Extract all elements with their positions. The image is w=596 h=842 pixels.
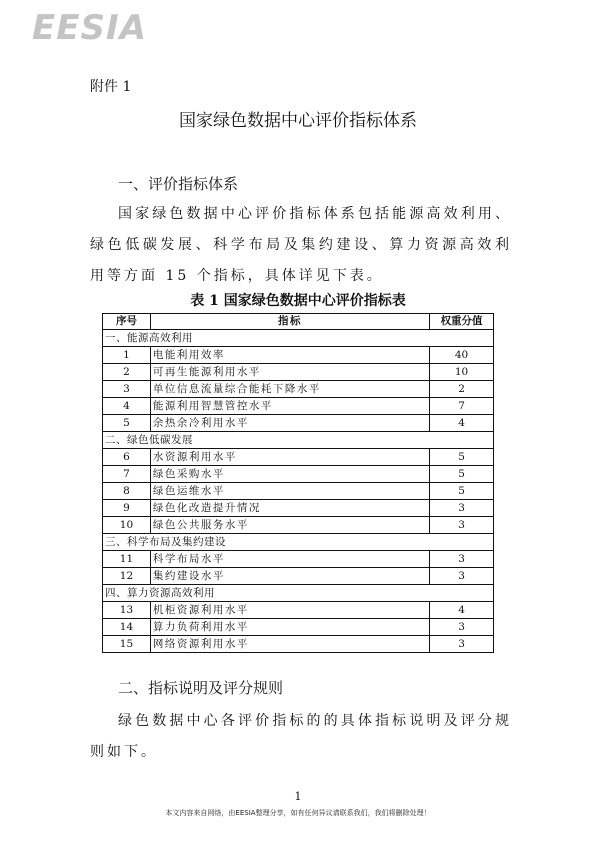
table-row [103,551,494,568]
row-seq: 12 [103,568,151,585]
row-seq: 6 [103,449,151,466]
row-indicator: 水资源利用水平 [150,449,429,466]
row-seq: 10 [103,517,151,534]
table-row [103,364,494,381]
row-weight: 4 [430,415,494,432]
row-weight: 10 [430,364,494,381]
group-row [103,432,494,449]
row-weight: 3 [430,568,494,585]
row-seq: 3 [103,381,151,398]
row-weight: 5 [430,466,494,483]
row-weight: 5 [430,483,494,500]
table-row [103,398,494,415]
row-seq: 14 [103,619,151,636]
table-row [103,636,494,653]
row-indicator: 网络资源利用水平 [150,636,429,653]
row-weight: 3 [430,500,494,517]
row-indicator: 余热余冷利用水平 [150,415,429,432]
section-heading-1: 一、评价指标体系 [118,175,239,193]
row-weight: 3 [430,551,494,568]
row-seq: 7 [103,466,151,483]
header-seq: 序号 [103,314,151,330]
group-row [103,534,494,551]
page-title: 国家绿色数据中心评价指标体系 [179,111,417,131]
table-row [103,466,494,483]
row-indicator: 电能利用效率 [150,347,429,364]
row-seq: 4 [103,398,151,415]
table-row [103,517,494,534]
header-indicator: 指标 [150,314,429,330]
page-number: 1 [294,790,302,803]
group-row [103,330,494,347]
row-weight: 3 [430,619,494,636]
section-1-paragraph: 国家绿色数据中心评价指标体系包括能源高效利用、绿色低碳发展、科学布局及集约建设、算力资源高效利用等方面 15 个指标，具体详见下表。 [90,206,512,284]
row-weight: 3 [430,517,494,534]
table-row [103,568,494,585]
table-row [103,449,494,466]
table-row [103,347,494,364]
group-label: 三、科学布局及集约建设 [103,534,494,551]
table-header-row [103,314,494,330]
group-label: 二、绿色低碳发展 [103,432,494,449]
attachment-label: 附件 1 [90,79,132,95]
indicator-table [102,313,494,653]
row-indicator: 可再生能源利用水平 [150,364,429,381]
row-indicator: 绿色公共服务水平 [150,517,429,534]
row-weight: 40 [430,347,494,364]
footer-disclaimer: 本文内容来自网络，由EESIA整理分享，如有任何异议请联系我们，我们将删除处理！ [165,809,431,817]
row-indicator: 绿色化改造提升情况 [150,500,429,517]
section-heading-2: 二、指标说明及评分规则 [118,679,284,697]
row-indicator: 绿色运维水平 [150,483,429,500]
table-row [103,619,494,636]
row-indicator: 单位信息流量综合能耗下降水平 [150,381,429,398]
table-row [103,602,494,619]
section-2-paragraph: 绿色数据中心各评价指标的的具体指标说明及评分规则如下。 [90,713,512,760]
row-indicator: 算力负荷利用水平 [150,619,429,636]
row-weight: 7 [430,398,494,415]
group-label: 一、能源高效利用 [103,330,494,347]
row-indicator: 科学布局水平 [150,551,429,568]
row-indicator: 能源利用智慧管控水平 [150,398,429,415]
table-row [103,381,494,398]
row-indicator: 集约建设水平 [150,568,429,585]
row-indicator: 机柜资源利用水平 [150,602,429,619]
table-row [103,415,494,432]
row-weight: 5 [430,449,494,466]
row-seq: 9 [103,500,151,517]
row-seq: 1 [103,347,151,364]
row-seq: 11 [103,551,151,568]
table-caption: 表 1 国家绿色数据中心评价指标表 [190,293,406,309]
eesia-logo: EESIA [32,8,147,48]
group-label: 四、算力资源高效利用 [103,585,494,602]
row-seq: 13 [103,602,151,619]
row-seq: 15 [103,636,151,653]
row-seq: 2 [103,364,151,381]
row-indicator: 绿色采购水平 [150,466,429,483]
table-row [103,500,494,517]
row-seq: 5 [103,415,151,432]
row-weight: 4 [430,602,494,619]
row-seq: 8 [103,483,151,500]
row-weight: 3 [430,636,494,653]
row-weight: 2 [430,381,494,398]
group-row [103,585,494,602]
table-row [103,483,494,500]
header-weight: 权重分值 [430,314,494,330]
